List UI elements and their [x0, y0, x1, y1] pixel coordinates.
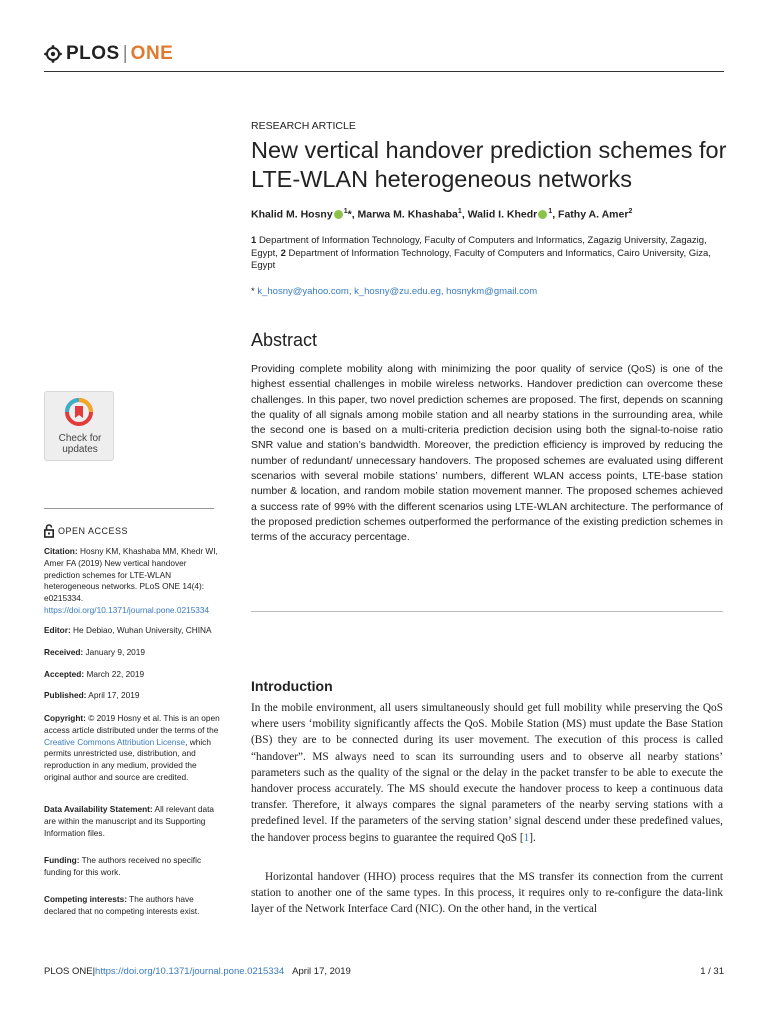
editor-block — [44, 625, 222, 637]
affiliation-text: Department of Information Technology, Faculty of Computers and Informatics, Cairo University, Giza, Egypt — [251, 247, 711, 271]
article-title: New vertical handover prediction schemes for LTE-WLAN heterogeneous networks — [251, 137, 727, 192]
accepted-date: March 22, 2019 — [86, 669, 145, 679]
author-affiliation-sup: 1 — [457, 208, 462, 215]
citation-label: Citation: — [44, 546, 78, 556]
published-label: Published: — [44, 690, 87, 700]
badge-line-1: Check for — [58, 433, 102, 444]
affiliations — [251, 235, 721, 273]
competing-interests-text: The authors have declared that no competing interests exist. — [44, 894, 200, 916]
corresponding-emails — [251, 286, 721, 297]
plos-logo-icon — [44, 45, 62, 63]
data-availability-block — [44, 804, 222, 839]
introduction-paragraph-2: Horizontal handover (HHO) process requires that the MS transfer its connection from the current station to another one of the same types. In this process, it requires only to re-configure the data-link layer of the Network Interface Card (NIC). On the other hand, in the vertical — [251, 871, 723, 916]
funding-label: Funding: — [44, 855, 80, 865]
author-affiliation-sup: 1 — [343, 208, 348, 215]
open-lock-icon — [44, 524, 54, 538]
logo-one-text: ONE — [130, 43, 174, 64]
abstract-heading: Abstract — [251, 330, 318, 350]
intro-p1-text: In the mobile environment, all users simultaneously should get full mobility while preserving the QoS where users ‘mobility significantly affects the QoS. Mobile Station (MS) must update the Base Station (BS) they are to be connected during its user movement. The execution of this process is called “handover”. MS always need to scan its surrounding users and to observe all nearby stations’ parameters such as the quality of the signal or the delay in the packet transfer to be able to execute the handover process accurately. The MS should execute the handover process to keep a continuous data transfer. Therefore, it always compares the signal parameters of the nearby serving stations with a predefined level. If the parameters of the serving station’ signal descend under these predefined values, the handover process begins to guarantee the required QoS [ — [251, 702, 723, 844]
competing-interests-block — [44, 894, 222, 918]
received-date: January 9, 2019 — [85, 647, 146, 657]
orcid-icon[interactable] — [538, 210, 547, 219]
copyright-block — [44, 713, 222, 784]
affiliation-text: Department of Information Technology, Faculty of Computers and Informatics, Zagazig University, Zagazig, Egypt, — [251, 235, 707, 259]
received-block — [44, 647, 222, 659]
logo-plos-text: PLOS — [66, 43, 120, 64]
data-availability-label: Data Availability Statement: — [44, 804, 153, 814]
citation-text: Hosny KM, Khashaba MM, Khedr WI, Amer FA (2019) New vertical handover prediction schemes for LTE-WLAN heterogeneous networks. PLoS ONE 14(4): e0215334. — [44, 546, 218, 604]
reference-link[interactable]: 1 — [523, 831, 530, 844]
author-name[interactable]: Fathy A. Amer — [558, 208, 629, 221]
accepted-label: Accepted: — [44, 669, 85, 679]
affiliation-number: 1 — [251, 235, 257, 246]
author-affiliation-sup: 1 — [548, 208, 553, 215]
funding-block — [44, 855, 222, 879]
article-type: RESEARCH ARTICLE — [251, 120, 356, 132]
author-affiliation-sup: 2 — [628, 208, 633, 215]
copyright-text-end: , which permits unrestricted use, distribution, and reproduction in any medium, provided the original author and source are credited. — [44, 736, 211, 782]
copyright-label: Copyright: — [44, 713, 86, 723]
open-access-text: OPEN ACCESS — [58, 526, 129, 536]
footer-separator: | — [92, 966, 96, 977]
sidebar-divider — [44, 508, 214, 509]
accepted-block — [44, 669, 222, 681]
author-list: Khalid M. Hosny $^1$*, Marwa M. Khashaba$^1$, Walid I. Khedr $^1$, Fathy A. Amer$^2$ — [251, 208, 633, 221]
author-name[interactable]: Khalid M. Hosny — [251, 208, 333, 221]
introduction-paragraph-1 — [251, 700, 723, 846]
orcid-icon[interactable] — [334, 210, 343, 219]
data-availability-text: All relevant data are within the manuscript and its Supporting Information files. — [44, 804, 215, 838]
badge-line-2: updates — [62, 443, 98, 455]
footer-doi-link[interactable]: https://doi.org/10.1371/journal.pone.0215334 — [95, 966, 285, 977]
citation-doi-link[interactable]: https://doi.org/10.1371/journal.pone.0215334 — [44, 604, 210, 615]
page-number: 1 / 31 — [700, 966, 724, 977]
copyright-text: © 2019 Hosny et al. This is an open access article distributed under the terms of the — [44, 713, 220, 735]
received-label: Received: — [44, 647, 84, 657]
affiliation-number: 2 — [280, 247, 286, 259]
author-name[interactable]: Walid I. Khedr — [467, 208, 538, 221]
update-bookmark-icon — [65, 398, 93, 426]
intro-p1-end: ]. — [529, 831, 536, 844]
email-star: * — [251, 286, 255, 297]
abstract-divider — [251, 611, 723, 612]
published-block — [44, 690, 222, 702]
author-name[interactable]: Marwa M. Khashaba — [357, 208, 458, 221]
editor-text: He Debiao, Wuhan University, CHINA — [73, 625, 212, 635]
corresponding-star: * — [347, 208, 352, 221]
header-divider — [44, 71, 724, 72]
page-footer — [44, 966, 724, 977]
citation-block — [44, 546, 222, 617]
footer-journal: PLOS ONE — [44, 966, 93, 977]
check-for-updates-badge[interactable] — [44, 391, 114, 461]
funding-text: The authors received no specific funding for this work. — [44, 855, 202, 877]
footer-date: April 17, 2019 — [292, 966, 351, 977]
plos-one-logo[interactable] — [44, 42, 173, 66]
editor-label: Editor: — [44, 625, 71, 635]
competing-interests-label: Competing interests: — [44, 894, 127, 904]
open-access-label — [44, 523, 128, 539]
logo-separator: | — [122, 43, 128, 64]
license-link[interactable]: Creative Commons Attribution License — [44, 736, 186, 747]
published-date: April 17, 2019 — [88, 690, 140, 700]
email-links[interactable]: k_hosny@yahoo.com, k_hosny@zu.edu.eg, hosnykm@gmail.com — [257, 286, 538, 297]
introduction-heading: Introduction — [251, 678, 333, 694]
abstract-text: Providing complete mobility along with minimizing the poor quality of service (QoS) is one of the highest essential challenges in mobile wireless networks. Handover prediction can overcome these challenges. In this paper, two novel prediction schemes are proposed. The first, depends on scanning the quality of all signals among mobile station and all nearby stations in the surrounding area, while the second one is based on a multi-criteria prediction decision using both the signal-to-noise ratio SNR value and station’s bandwidth. Moreover, the prediction efficiency is improved by reducing the number of redundant/ unnecessary handovers. The proposed schemes are evaluated using different scenarios with several mobile stations’ numbers, different WLAN access points, LTE-base station number & location, and random mobile station movement manner. The proposed schemes achieved a success rate of 99% with the different scenarios using LTE-WLAN architecture. The performance of the proposed prediction schemes outperformed the performance of the existing prediction schemes in terms of the accuracy percentage. — [251, 363, 723, 544]
